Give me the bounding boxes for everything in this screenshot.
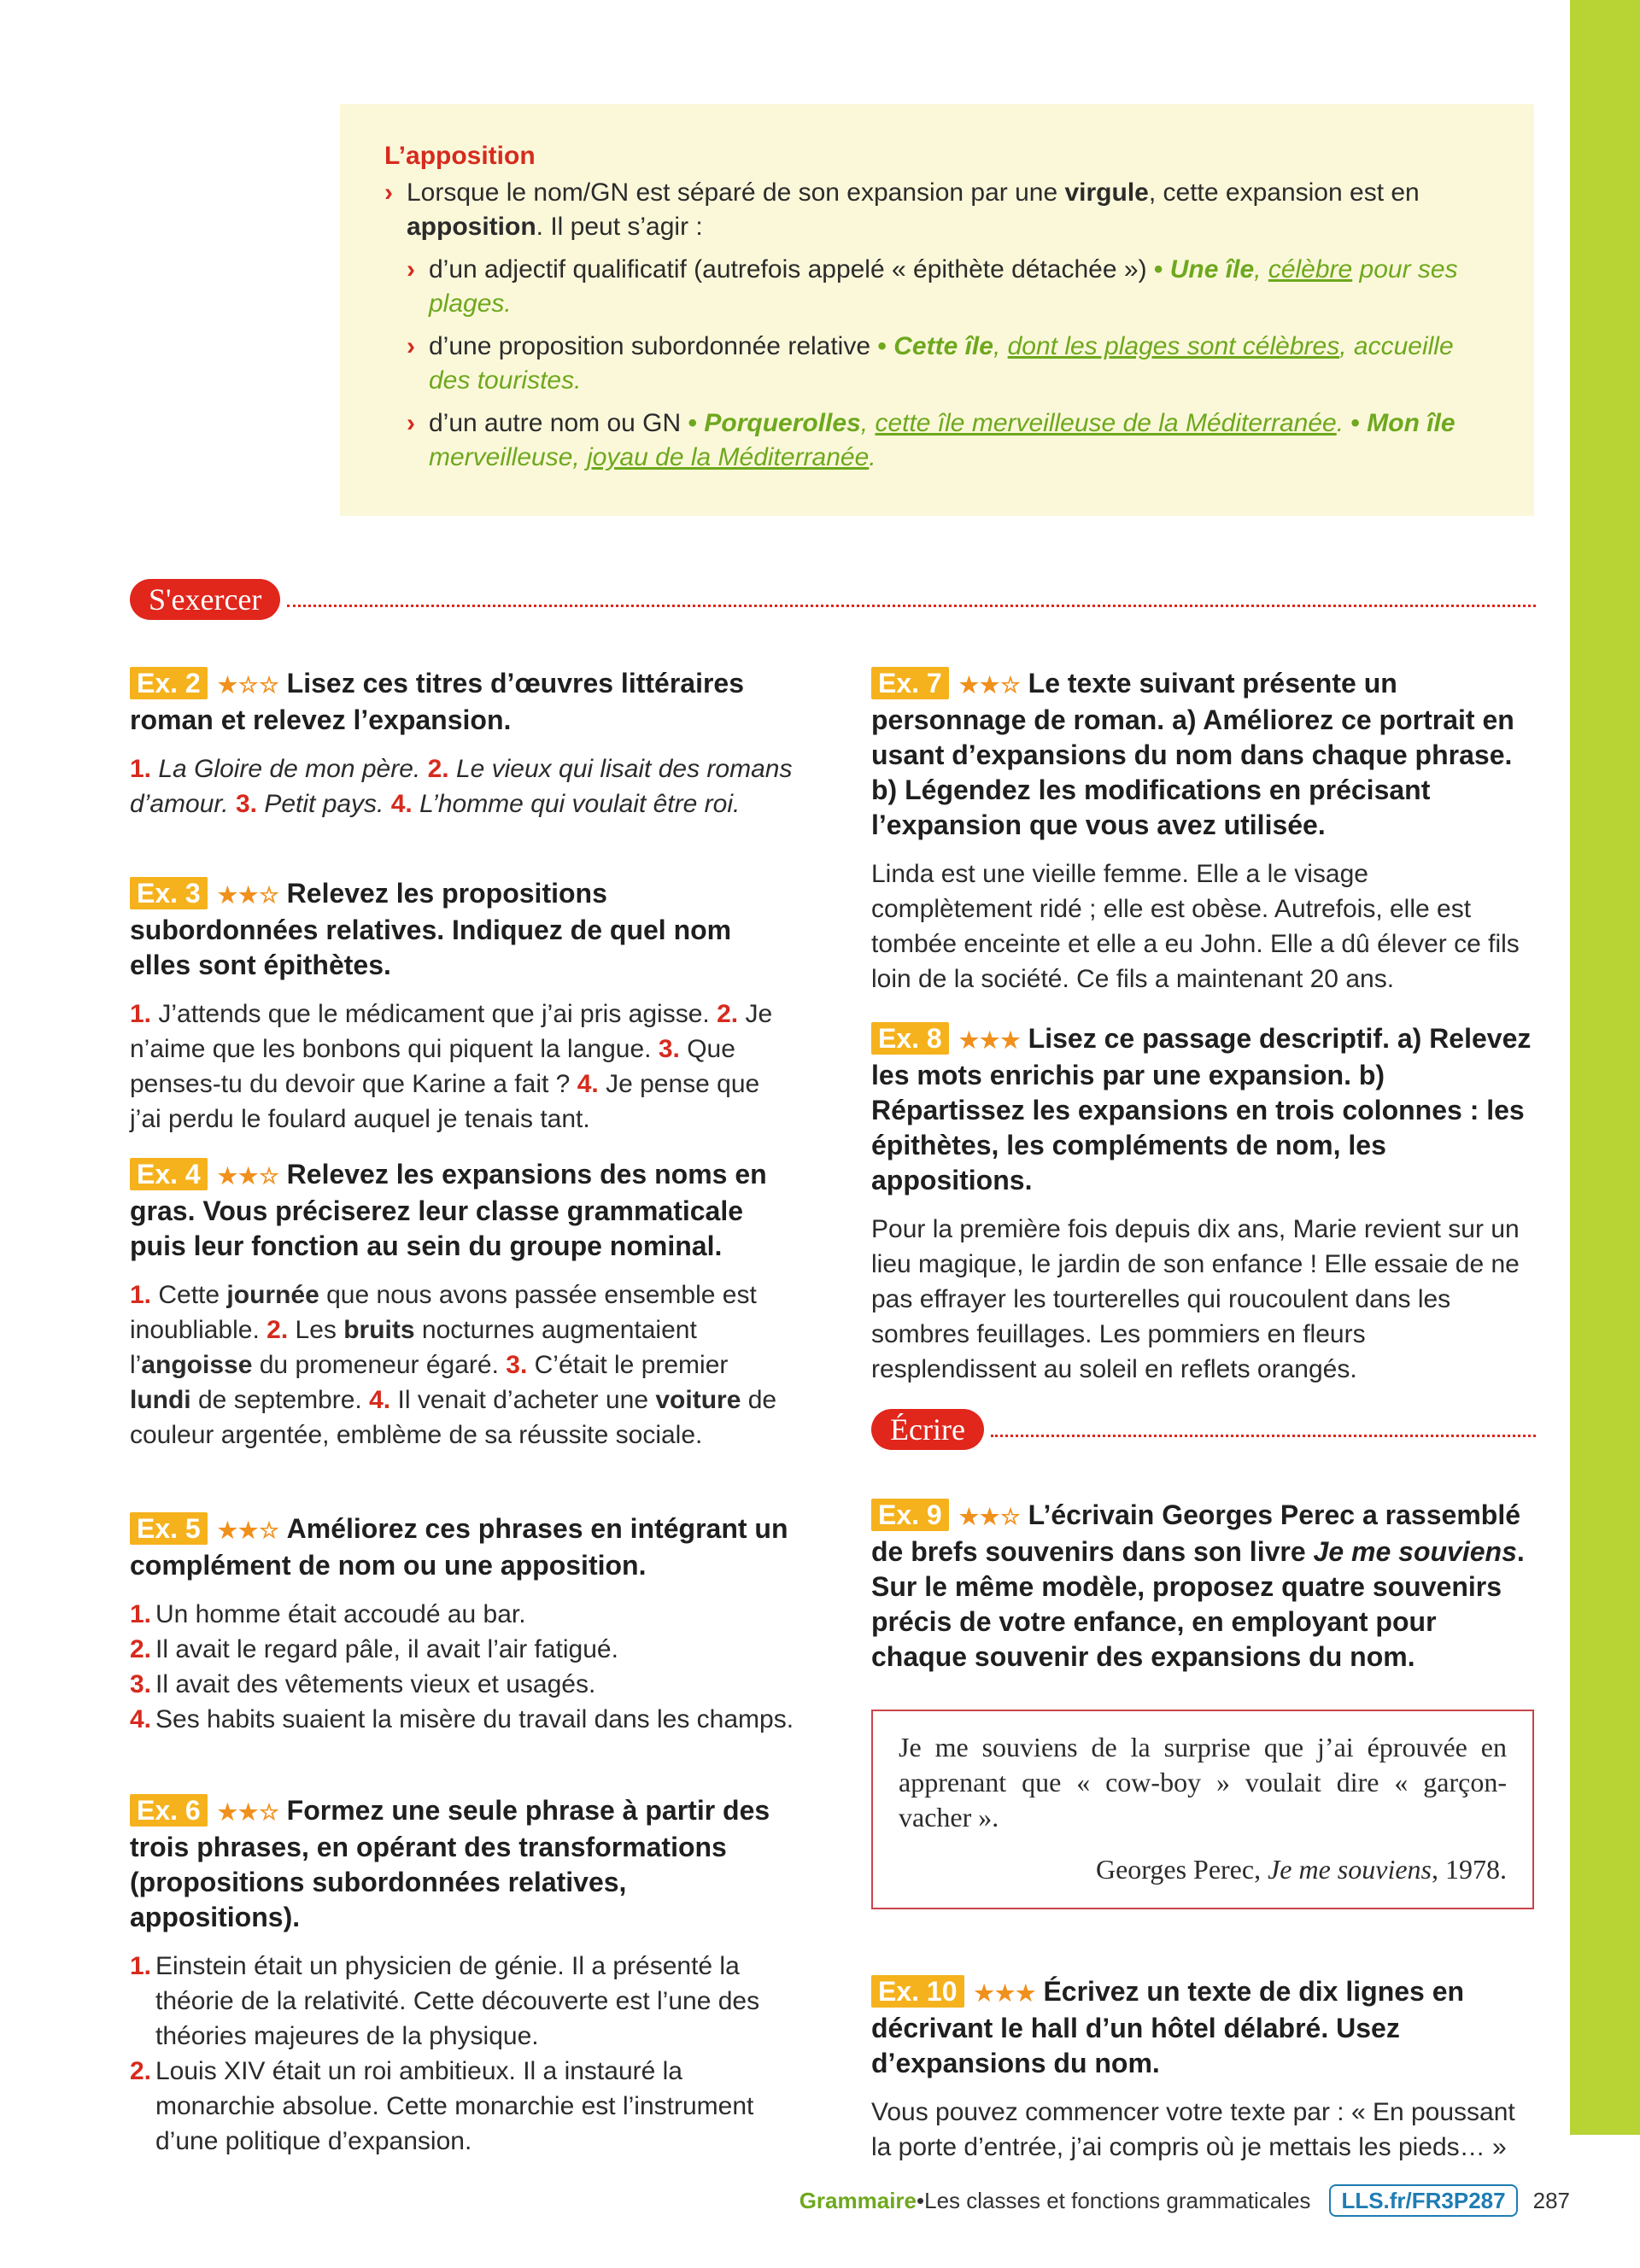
- page-footer: Grammaire • Les classes et fonctions grammaticales LLS.fr/FR3P287 287: [800, 2184, 1570, 2217]
- difficulty-stars-icon: ★★☆: [958, 1504, 1022, 1529]
- difficulty-stars-icon: ★★★: [974, 1980, 1037, 2006]
- exercise-instruction: Lisez ces titres d’œuvres littéraires roman et relevez l’expansion.: [130, 668, 744, 735]
- difficulty-stars-icon: ★☆☆: [217, 672, 280, 698]
- exercise-instruction: Le texte suivant présente un personnage de roman. a) Améliorez ce portrait en usant d’expansions du nom dans chaque phrase. b) Légendez les modifications en précisant l’expansion que vous avez utilisée.: [871, 668, 1514, 840]
- section-title: Écrire: [871, 1409, 984, 1450]
- exercise-6: [130, 1793, 794, 2159]
- section-title: S'exercer: [130, 579, 280, 620]
- difficulty-stars-icon: ★★☆: [217, 1799, 280, 1825]
- exercise-5: [130, 1511, 794, 1737]
- exercise-10: [871, 1974, 1536, 2165]
- exercise-9: Ex. 9 ★★☆ L’écrivain Georges Perec a rassemblé de brefs souvenirs dans son livre Je me souviens. Sur le même modèle, proposez quatre souvenirs précis de votre enfance, en employant pour chaque souvenir des expansions du nom.: [871, 1499, 1525, 1672]
- rule-intro: › Lorsque le nom/GN est séparé de son expansion par une virgule, cette expansion est en apposition. Il peut s’agir :: [384, 176, 1490, 244]
- exercise-instruction: Relevez les propositions subordonnées relatives. Indiquez de quel nom elles sont épithètes.: [130, 878, 732, 980]
- dotted-divider: [287, 605, 1536, 607]
- chevron-right-icon: ›: [407, 409, 415, 437]
- exercise-instruction: Relevez les expansions des noms en gras. Vous préciserez leur classe grammaticale puis leur fonction au sein du groupe nominal.: [130, 1159, 767, 1261]
- exercise-content: 1. Cette journée que nous avons passée ensemble est inoubliable. 2. Les bruits nocturnes augmentaient l’angoisse du promeneur égaré. 3. C’était le premier lundi de septembre. 4. Il venait d’acheter une voiture de couleur argentée, emblème de sa réussite sociale.: [130, 1281, 777, 1449]
- exercise-7: [871, 666, 1536, 997]
- exercise-badge: Ex. 9: [871, 1499, 949, 1531]
- exercise-content: Vous pouvez commencer votre texte par : « En poussant la porte d’entrée, j’ai compris où je mettais les pieds… »: [871, 2098, 1515, 2161]
- list-item: 3. Il avait des vêtements vieux et usagés.: [130, 1670, 596, 1698]
- exercise-badge: Ex. 7: [871, 667, 949, 699]
- list-item: 1. Einstein était un physicien de génie. Il a présenté la théorie de la relativité. Cette découverte est l’une des théories majeures de la physique.: [130, 1952, 760, 2050]
- section-write: [871, 1409, 1536, 1450]
- page-number: 287: [1532, 2187, 1570, 2213]
- difficulty-stars-icon: ★★★: [958, 1027, 1022, 1053]
- quote-source: Georges Perec, Je me souviens, 1978.: [1095, 1854, 1507, 1885]
- rule-item-relative: › d’une proposition subordonnée relative • Cette île, dont les plages sont célèbres, accueille des touristes.: [384, 330, 1490, 398]
- quote-box: [871, 1710, 1534, 1909]
- exercise-badge: Ex. 4: [130, 1158, 208, 1190]
- exercise-badge: Ex. 8: [871, 1022, 949, 1055]
- chevron-right-icon: ›: [407, 332, 415, 360]
- exercise-instruction: Lisez ce passage descriptif. a) Relevez les mots enrichis par une expansion. b) Répartissez les expansions en trois colonnes : les épithètes, les compléments de nom, les appositions.: [871, 1023, 1532, 1195]
- difficulty-stars-icon: ★★☆: [217, 1517, 280, 1543]
- exercise-badge: Ex. 2: [130, 667, 208, 699]
- exercise-8: [871, 1021, 1536, 1387]
- exercise-3: [130, 876, 794, 1137]
- exercise-badge: Ex. 10: [871, 1975, 964, 2008]
- exercise-badge: Ex. 3: [130, 877, 208, 909]
- exercise-list: [130, 1949, 794, 2159]
- exercise-4: [130, 1157, 794, 1453]
- chevron-right-icon: ›: [407, 255, 415, 284]
- dotted-divider: [991, 1435, 1536, 1437]
- difficulty-stars-icon: ★★☆: [217, 882, 280, 908]
- exercise-2: [130, 666, 794, 821]
- exercise-instruction: Formez une seule phrase à partir des trois phrases, en opérant des transformations (propositions subordonnées relatives, appositions).: [130, 1795, 770, 1932]
- section-practice: [130, 579, 1536, 620]
- rule-item-noun: › d’un autre nom ou GN • Porquerolles, cette île merveilleuse de la Méditerranée. • Mon île merveilleuse, joyau de la Méditerranée.: [384, 406, 1490, 475]
- chevron-right-icon: ›: [384, 178, 393, 207]
- exercise-instruction: Écrivez un texte de dix lignes en décrivant le hall d’un hôtel délabré. Usez d’expansions du nom.: [871, 1976, 1465, 2078]
- exercise-content: 1. J’attends que le médicament que j’ai pris agisse. 2. Je n’aime que les bonbons qui piquent la langue. 3. Que penses-tu du devoir que Karine a fait ? 4. Je pense que j’ai perdu le foulard auquel je tenais tant.: [130, 1000, 773, 1133]
- difficulty-stars-icon: ★★☆: [958, 672, 1022, 698]
- exercise-list: [130, 1597, 794, 1737]
- exercise-content: Pour la première fois depuis dix ans, Marie revient sur un lieu magique, le jardin de son enfance ! Elle essaie de ne pas effrayer les tourterelles qui roucoulent dans les sombres feuillages. Les pommiers en fleurs resplendissent au soleil en reflets orangés.: [871, 1215, 1520, 1383]
- footer-subtitle: Les classes et fonctions grammaticales: [924, 2187, 1311, 2213]
- difficulty-stars-icon: ★★☆: [217, 1163, 280, 1189]
- rule-item-adjective: › d’un adjectif qualificatif (autrefois appelé « épithète détachée ») • Une île, célèbre pour ses plages.: [384, 253, 1490, 321]
- list-item: 2. Louis XIV était un roi ambitieux. Il a instauré la monarchie absolue. Cette monarchie est l’instrument d’une politique d’expansion.: [130, 2057, 754, 2155]
- resource-link[interactable]: LLS.fr/FR3P287: [1329, 2184, 1517, 2217]
- rule-title: L’apposition: [384, 142, 536, 170]
- exercise-badge: Ex. 5: [130, 1512, 208, 1545]
- quote-text: Je me souviens de la surprise que j’ai éprouvée en apprenant que « cow-boy » voulait dire « garçon-vacher ».: [899, 1732, 1507, 1833]
- list-item: 2. Il avait le regard pâle, il avait l’air fatigué.: [130, 1635, 618, 1663]
- side-color-band: [1570, 0, 1640, 2135]
- exercise-badge: Ex. 6: [130, 1794, 208, 1827]
- exercise-content: 1. La Gloire de mon père. 2. Le vieux qui lisait des romans d’amour. 3. Petit pays. 4. L’homme qui voulait être roi.: [130, 755, 793, 818]
- exercise-content: Linda est une vieille femme. Elle a le visage complètement ridé ; elle est obèse. Autrefois, elle est tombée enceinte et elle a eu John. Elle a dû élever ce fils loin de la société. Ce fils a maintenant 20 ans.: [871, 860, 1520, 993]
- list-item: 1. Un homme était accoudé au bar.: [130, 1600, 526, 1628]
- list-item: 4. Ses habits suaient la misère du travail dans les champs.: [130, 1705, 794, 1733]
- exercise-instruction: Améliorez ces phrases en intégrant un complément de nom ou une apposition.: [130, 1513, 788, 1581]
- rule-box: [340, 104, 1534, 516]
- footer-category: Grammaire: [799, 2187, 917, 2213]
